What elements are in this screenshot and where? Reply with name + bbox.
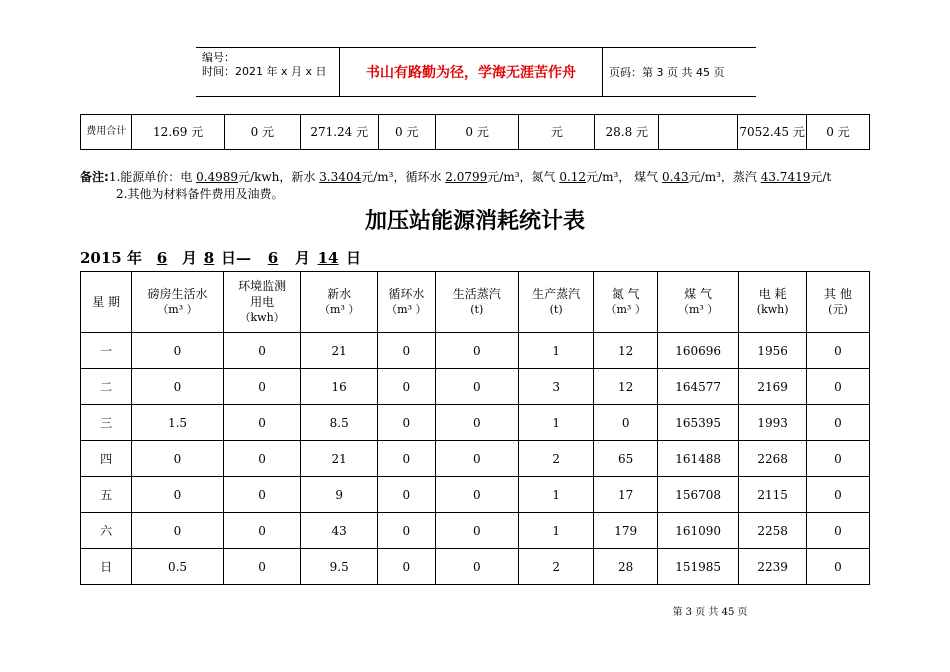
notes-line2: 2.其他为材料备件费用及油费。: [116, 187, 284, 201]
date-month-label-2: 月: [295, 249, 311, 267]
time-label: 时间：2021 年 x 月 x 日: [202, 65, 327, 78]
table-cell: 16: [301, 369, 377, 405]
column-header: [132, 272, 223, 333]
column-name: 氮 气: [611, 287, 640, 301]
table-cell: 1956: [739, 333, 807, 369]
table-cell: 0: [435, 333, 518, 369]
table-cell: 161488: [657, 441, 739, 477]
column-unit: (t): [470, 303, 484, 316]
table-cell: 12: [594, 333, 657, 369]
table-cell: 0: [377, 549, 435, 585]
table-cell: 六: [81, 513, 132, 549]
fee-total-row: [81, 115, 870, 150]
column-name: 生产蒸汽: [532, 287, 581, 301]
column-header: [806, 272, 869, 333]
table-cell: 1: [518, 405, 594, 441]
column-name: 环境监测 用电: [238, 279, 287, 309]
column-header: [739, 272, 807, 333]
table-cell: 0: [377, 333, 435, 369]
header-meta: [196, 48, 340, 96]
table-cell: 0.5: [132, 549, 223, 585]
table-cell: 0: [223, 405, 301, 441]
column-header: [81, 272, 132, 333]
fee-cell: 0 元: [224, 115, 300, 150]
number-label: 编号：: [202, 51, 235, 64]
table-cell: 1.5: [132, 405, 223, 441]
date-end: 日: [346, 249, 362, 267]
table-cell: 179: [594, 513, 657, 549]
table-cell: 0: [435, 549, 518, 585]
table-cell: 0: [377, 477, 435, 513]
table-cell: 17: [594, 477, 657, 513]
table-cell: 164577: [657, 369, 739, 405]
document-title: 加压站能源消耗统计表: [364, 209, 585, 234]
table-cell: 2258: [739, 513, 807, 549]
column-header: [301, 272, 377, 333]
table-header-row: [81, 272, 870, 333]
table-cell: 0: [223, 441, 301, 477]
page-footer: 第 3 页 共 45 页: [672, 607, 748, 618]
table-cell: 日: [81, 549, 132, 585]
price-gas: 0.43: [661, 170, 689, 184]
header-motto: 书山有路勤为径，学海无涯苦作舟: [340, 48, 603, 96]
table-cell: 0: [377, 405, 435, 441]
table-cell: 0: [806, 441, 869, 477]
table-cell: 0: [132, 369, 223, 405]
column-header: [594, 272, 657, 333]
column-unit: （m³ ）: [386, 303, 427, 316]
table-cell: 12: [594, 369, 657, 405]
fee-cell: 12.69 元: [132, 115, 224, 150]
table-cell: 0: [435, 369, 518, 405]
date-month-label: 月: [181, 249, 197, 267]
column-header: [518, 272, 594, 333]
table-cell: 0: [223, 477, 301, 513]
table-cell: 一: [81, 333, 132, 369]
fee-cell: 271.24 元: [300, 115, 378, 150]
table-cell: 165395: [657, 405, 739, 441]
table-cell: 0: [806, 549, 869, 585]
column-unit: (t): [549, 303, 563, 316]
price-circ: 2.0799: [445, 170, 488, 184]
price-nitrogen: 0.12: [559, 170, 587, 184]
table-cell: 161090: [657, 513, 739, 549]
table-row: [81, 513, 870, 549]
column-header: [657, 272, 739, 333]
column-name: 星 期: [92, 295, 121, 309]
table-cell: 0: [377, 441, 435, 477]
column-name: 其 他: [824, 287, 852, 301]
column-unit: （m³ ）: [157, 303, 198, 316]
table-cell: 0: [806, 513, 869, 549]
table-cell: 0: [435, 405, 518, 441]
column-header: [435, 272, 518, 333]
table-body: [81, 333, 870, 585]
table-cell: 0: [377, 513, 435, 549]
fee-cell: 元: [519, 115, 595, 150]
column-name: 磅房生活水: [147, 287, 208, 301]
table-cell: 0: [223, 513, 301, 549]
table-cell: 0: [132, 513, 223, 549]
table-row: [81, 405, 870, 441]
fee-total-table: [80, 114, 870, 150]
column-unit: (kwh): [756, 303, 789, 316]
table-cell: 156708: [657, 477, 739, 513]
table-cell: 0: [806, 477, 869, 513]
column-header: [223, 272, 301, 333]
table-cell: 0: [377, 369, 435, 405]
table-cell: 0: [435, 441, 518, 477]
unit-water: 元/m³，循环水: [361, 170, 446, 184]
table-cell: 3: [518, 369, 594, 405]
table-cell: 2115: [739, 477, 807, 513]
date-sep: 日—: [221, 249, 252, 267]
price-steam: 43.7419: [760, 170, 811, 184]
table-cell: 2169: [739, 369, 807, 405]
unit-gas: 元/m³，蒸汽: [688, 170, 761, 184]
column-name: 循环水: [388, 287, 425, 301]
table-cell: 四: [81, 441, 132, 477]
table-row: [81, 441, 870, 477]
date-range: [80, 247, 361, 268]
energy-table: [80, 271, 870, 585]
table-cell: 0: [806, 333, 869, 369]
table-cell: 43: [301, 513, 377, 549]
fee-cell: 0 元: [435, 115, 519, 150]
fee-cell: 0 元: [378, 115, 435, 150]
table-row: [81, 333, 870, 369]
column-unit: （m³ ）: [605, 303, 646, 316]
column-name: 新水: [327, 287, 352, 301]
price-water: 3.3404: [319, 170, 362, 184]
unit-steam: 元/t: [810, 170, 832, 184]
column-header: [377, 272, 435, 333]
table-cell: 0: [435, 477, 518, 513]
notes-prefix: 备注:: [80, 170, 109, 184]
notes-lead: 1.能源单价：电: [108, 170, 197, 184]
column-unit: (元): [828, 303, 848, 316]
table-cell: 21: [301, 333, 377, 369]
table-cell: 151985: [657, 549, 739, 585]
unit-circ: 元/m³，氮气: [487, 170, 560, 184]
table-cell: 0: [435, 513, 518, 549]
fee-cell: 0 元: [807, 115, 870, 150]
unit-nitrogen: 元/m³， 煤气: [586, 170, 662, 184]
table-cell: 1: [518, 513, 594, 549]
table-cell: 0: [132, 441, 223, 477]
table-cell: 65: [594, 441, 657, 477]
fee-cell: 28.8 元: [595, 115, 659, 150]
date-day-end: 14: [317, 249, 339, 267]
column-unit: （kwh）: [239, 311, 285, 324]
table-cell: 2: [518, 549, 594, 585]
fee-cell: [659, 115, 738, 150]
table-cell: 2: [518, 441, 594, 477]
table-cell: 五: [81, 477, 132, 513]
column-name: 电 耗: [758, 287, 787, 301]
table-cell: 0: [223, 369, 301, 405]
table-cell: 1: [518, 477, 594, 513]
table-cell: 0: [132, 333, 223, 369]
table-cell: 二: [81, 369, 132, 405]
unit-electric: 元/kwh，新水: [238, 170, 320, 184]
date-month-start: 6: [156, 249, 168, 267]
table-cell: 9.5: [301, 549, 377, 585]
table-cell: 0: [223, 333, 301, 369]
table-cell: 0: [806, 369, 869, 405]
notes: [80, 169, 880, 203]
table-row: [81, 477, 870, 513]
table-cell: 1993: [739, 405, 807, 441]
table-cell: 0: [594, 405, 657, 441]
table-cell: 2268: [739, 441, 807, 477]
column-name: 煤 气: [684, 287, 713, 301]
date-day-start: 8: [203, 249, 215, 267]
table-cell: 0: [223, 549, 301, 585]
column-unit: （m³ ）: [677, 303, 719, 316]
table-cell: 160696: [657, 333, 739, 369]
table-row: [81, 549, 870, 585]
column-unit: （m³ ）: [319, 303, 360, 316]
table-cell: 0: [132, 477, 223, 513]
table-cell: 9: [301, 477, 377, 513]
table-cell: 2239: [739, 549, 807, 585]
table-cell: 21: [301, 441, 377, 477]
date-year: 2015 年: [80, 249, 142, 267]
header-page-label: 页码：第 3 页 共 45 页: [609, 66, 725, 79]
page-header: [196, 47, 756, 97]
table-cell: 28: [594, 549, 657, 585]
date-month-end: 6: [267, 249, 279, 267]
column-name: 生活蒸汽: [452, 287, 501, 301]
fee-cell: 7052.45 元: [738, 115, 807, 150]
table-cell: 0: [806, 405, 869, 441]
fee-label: 费用合计: [81, 115, 132, 150]
table-cell: 8.5: [301, 405, 377, 441]
price-electric: 0.4989: [196, 170, 239, 184]
table-cell: 1: [518, 333, 594, 369]
table-row: [81, 369, 870, 405]
table-cell: 三: [81, 405, 132, 441]
